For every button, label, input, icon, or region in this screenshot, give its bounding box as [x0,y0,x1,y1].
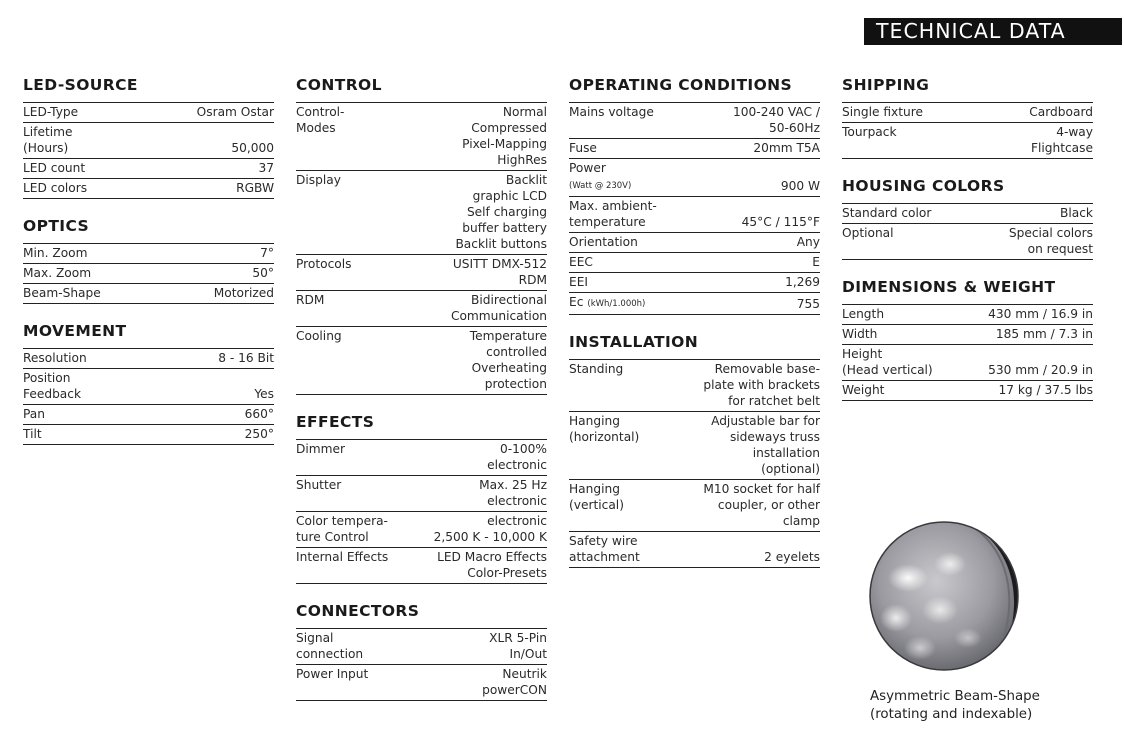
spec-row [296,629,547,665]
spec-row [569,273,820,293]
spec-label [842,326,877,342]
spec-row [23,349,274,369]
spec-row [23,159,274,179]
spec-label-text: Tourpack [842,125,897,139]
spec-label [23,124,73,156]
spec-label [296,441,345,457]
spec-value: 660° [244,407,274,421]
spec-label-text: Lifetime (Hours) [23,125,73,155]
spec-row [23,405,274,425]
spec-label-text: Mains voltage [569,105,654,119]
spec-label [23,406,45,422]
spec-value: Cardboard [1029,105,1093,119]
spec-row [296,103,547,171]
spec-label-text: Width [842,327,878,341]
spec-section [842,177,1093,260]
spec-label-text: Safety wire attachment [569,534,640,564]
spec-section [296,76,547,395]
spec-row [296,548,547,584]
spec-label-text: Single fixture [842,105,923,119]
spec-label [569,104,654,120]
spec-label [296,666,368,682]
spec-label-text: Max. Zoom [23,266,92,280]
spec-row [296,512,547,548]
spec-value: 50° [252,266,274,280]
spec-row [23,264,274,284]
spec-label [23,160,85,176]
spec-label-text: LED colors [23,181,88,195]
spec-row [23,284,274,304]
spec-value: XLR 5-Pin In/Out [489,631,547,661]
page-title: TECHNICAL DATA [876,19,1066,43]
spec-table [569,359,820,568]
spec-table [296,102,547,395]
spec-label-text: Optional [842,226,894,240]
spec-label [842,104,923,120]
spec-label [569,234,638,250]
spec-table [23,243,274,304]
spec-label-text: Hanging (horizontal) [569,414,640,444]
spec-section [842,76,1093,159]
section-title: CONTROL [296,76,382,94]
spec-value: RGBW [236,181,274,195]
spec-value: 900 W [780,179,820,193]
spec-label [842,205,931,221]
spec-value: 8 - 16 Bit [218,351,274,365]
spec-row [569,159,820,197]
spec-value: E [812,255,820,269]
spec-row [842,224,1093,260]
spec-label-text: RDM [296,293,325,307]
spec-label-text: Power [569,161,606,175]
spec-label [23,104,78,120]
spec-label [842,346,933,378]
spec-value: Motorized [213,286,274,300]
section-title: DIMENSIONS & WEIGHT [842,278,1056,296]
section-title: OPERATING CONDITIONS [569,76,793,94]
spec-label-text: Signal connection [296,631,364,661]
spec-label-text: Hanging (vertical) [569,482,624,512]
spec-label [23,180,87,196]
spec-label [569,294,645,312]
lens-image [868,520,1020,672]
spec-label [296,292,324,308]
spec-label-text: Min. Zoom [23,246,88,260]
spec-value: 17 kg / 37.5 lbs [998,383,1093,397]
spec-label [842,124,897,140]
spec-label-unit: (kWh/1.000h) [587,299,646,309]
spec-row [569,412,820,480]
spec-label [569,533,640,565]
spec-value: 250° [244,427,274,441]
spec-label-text: Power Input [296,667,369,681]
spec-row [296,440,547,476]
spec-row [23,179,274,199]
spec-label-text: Protocols [296,257,352,271]
spec-label [569,198,657,230]
spec-label [296,549,388,565]
spec-label [296,104,344,136]
spec-value: USITT DMX-512 RDM [452,257,547,287]
spec-value: Backlit graphic LCD Self charging buffer battery Backlit buttons [455,173,547,251]
spec-table [23,102,274,199]
spec-label-text: Weight [842,383,885,397]
spec-value: 20mm T5A [753,141,820,155]
spec-table [842,102,1093,159]
spec-row [569,360,820,412]
spec-value: Yes [254,387,274,401]
spec-row [23,103,274,123]
spec-label [296,256,351,272]
spec-label-text: Tilt [23,427,42,441]
spec-value: 4-way Flightcase [1030,125,1093,155]
spec-row [842,204,1093,224]
spec-label-text: Standard color [842,206,932,220]
spec-row [296,171,547,255]
spec-row [569,197,820,233]
spec-value: Black [1060,206,1093,220]
spec-label [569,361,623,377]
spec-value: 100-240 VAC / 50-60Hz [733,105,820,135]
spec-label-unit: (Watt @ 230V) [569,181,632,191]
spec-row [569,532,820,568]
spec-section [296,602,547,701]
spec-row [569,233,820,253]
spec-section [23,76,274,199]
spec-row [296,665,547,701]
spec-value: Removable base- plate with brackets for ratchet belt [703,362,820,408]
spec-value: Any [796,235,820,249]
spec-label [296,513,388,545]
spec-label [23,285,101,301]
spec-row [569,293,820,315]
spec-row [296,327,547,395]
spec-section [842,278,1093,401]
spec-value: 185 mm / 7.3 in [995,327,1093,341]
spec-label-text: Ec [569,295,584,309]
spec-label [569,413,639,445]
spec-row [842,345,1093,381]
section-title: MOVEMENT [23,322,127,340]
spec-value: electronic 2,500 K - 10,000 K [433,514,547,544]
spec-row [296,255,547,291]
spec-column [296,76,547,701]
spec-section [23,217,274,304]
spec-label-text: Dimmer [296,442,346,456]
spec-value: Osram Ostar [196,105,274,119]
spec-value: 50,000 [231,141,274,155]
spec-label-text: Length [842,307,885,321]
spec-value: 1,269 [785,275,820,289]
spec-row [569,480,820,532]
spec-label-text: Display [296,173,341,187]
image-caption: Asymmetric Beam-Shape (rotating and indexable) [870,689,1040,722]
spec-value: Special colors on request [1008,226,1093,256]
spec-label [569,274,588,290]
spec-label-text: LED count [23,161,86,175]
spec-column [23,76,274,445]
spec-value: 2 eyelets [764,550,820,564]
spec-label-text: EEC [569,255,593,269]
spec-value: Neutrik powerCON [482,667,547,697]
spec-value: Normal Compressed Pixel-Mapping HighRes [462,105,547,167]
spec-table [842,203,1093,260]
spec-label [23,265,91,281]
spec-table [296,439,547,584]
spec-label-text: EEI [569,275,588,289]
section-title: INSTALLATION [569,333,699,351]
spec-label [296,630,363,662]
spec-row [569,253,820,273]
spec-label [296,477,341,493]
spec-table [569,102,820,315]
spec-label-text: Position Feedback [23,371,82,401]
spec-label-text: Shutter [296,478,342,492]
spec-section [296,413,547,584]
spec-value: 430 mm / 16.9 in [988,307,1093,321]
spec-label-text: Cooling [296,329,342,343]
spec-row [23,123,274,159]
section-title: HOUSING COLORS [842,177,1005,195]
spec-label [842,225,894,241]
spec-row [23,369,274,405]
spec-section [569,76,820,315]
spec-label [569,160,631,194]
spec-label [23,350,87,366]
spec-value: 37 [258,161,274,175]
spec-label-text: Height (Head vertical) [842,347,933,377]
spec-row [842,305,1093,325]
spec-label-text: Color tempera- ture Control [296,514,388,544]
spec-row [842,103,1093,123]
spec-label [842,382,884,398]
spec-value: Bidirectional Communication [450,293,547,323]
spec-label [569,140,597,156]
spec-label [23,426,42,442]
spec-row [569,103,820,139]
spec-row [296,476,547,512]
spec-value: Temperature controlled Overheating protection [469,329,547,391]
spec-label-text: Fuse [569,141,597,155]
spec-value: Adjustable bar for sideways truss installation (optional) [711,414,820,476]
spec-label [569,481,624,513]
spec-value: 755 [796,297,820,311]
spec-value: 45°C / 115°F [741,215,820,229]
spec-label-text: Resolution [23,351,87,365]
lens-photo [868,520,1020,672]
spec-section [569,333,820,568]
spec-row [296,291,547,327]
spec-label-text: Pan [23,407,45,421]
spec-label [842,306,884,322]
spec-row [842,123,1093,159]
spec-row [842,325,1093,345]
spec-value: 530 mm / 20.9 in [988,363,1093,377]
spec-table [842,304,1093,401]
spec-label [23,245,88,261]
spec-label [296,328,342,344]
spec-table [296,628,547,701]
spec-label-text: Max. ambient- temperature [569,199,657,229]
spec-value: M10 socket for half coupler, or other clamp [703,482,820,528]
spec-label-text: Beam-Shape [23,286,101,300]
spec-table [23,348,274,445]
spec-label-text: Orientation [569,235,638,249]
spec-label-text: Internal Effects [296,550,389,564]
spec-section [23,322,274,445]
spec-label [569,254,593,270]
spec-value: 0-100% electronic [487,442,547,472]
spec-label-text: Control- Modes [296,105,345,135]
spec-row [23,244,274,264]
spec-label-text: LED-Type [23,105,79,119]
spec-row [569,139,820,159]
section-title: SHIPPING [842,76,930,94]
spec-label [23,370,81,402]
spec-value: LED Macro Effects Color-Presets [437,550,547,580]
spec-column [569,76,820,568]
spec-label-text: Standing [569,362,624,376]
spec-label [296,172,341,188]
spec-row [23,425,274,445]
technical-data-banner [864,18,1122,45]
spec-value: 7° [260,246,274,260]
spec-column [842,76,1093,401]
section-title: CONNECTORS [296,602,420,620]
section-title: OPTICS [23,217,90,235]
spec-row [842,381,1093,401]
section-title: LED-SOURCE [23,76,138,94]
spec-value: Max. 25 Hz electronic [479,478,547,508]
section-title: EFFECTS [296,413,375,431]
